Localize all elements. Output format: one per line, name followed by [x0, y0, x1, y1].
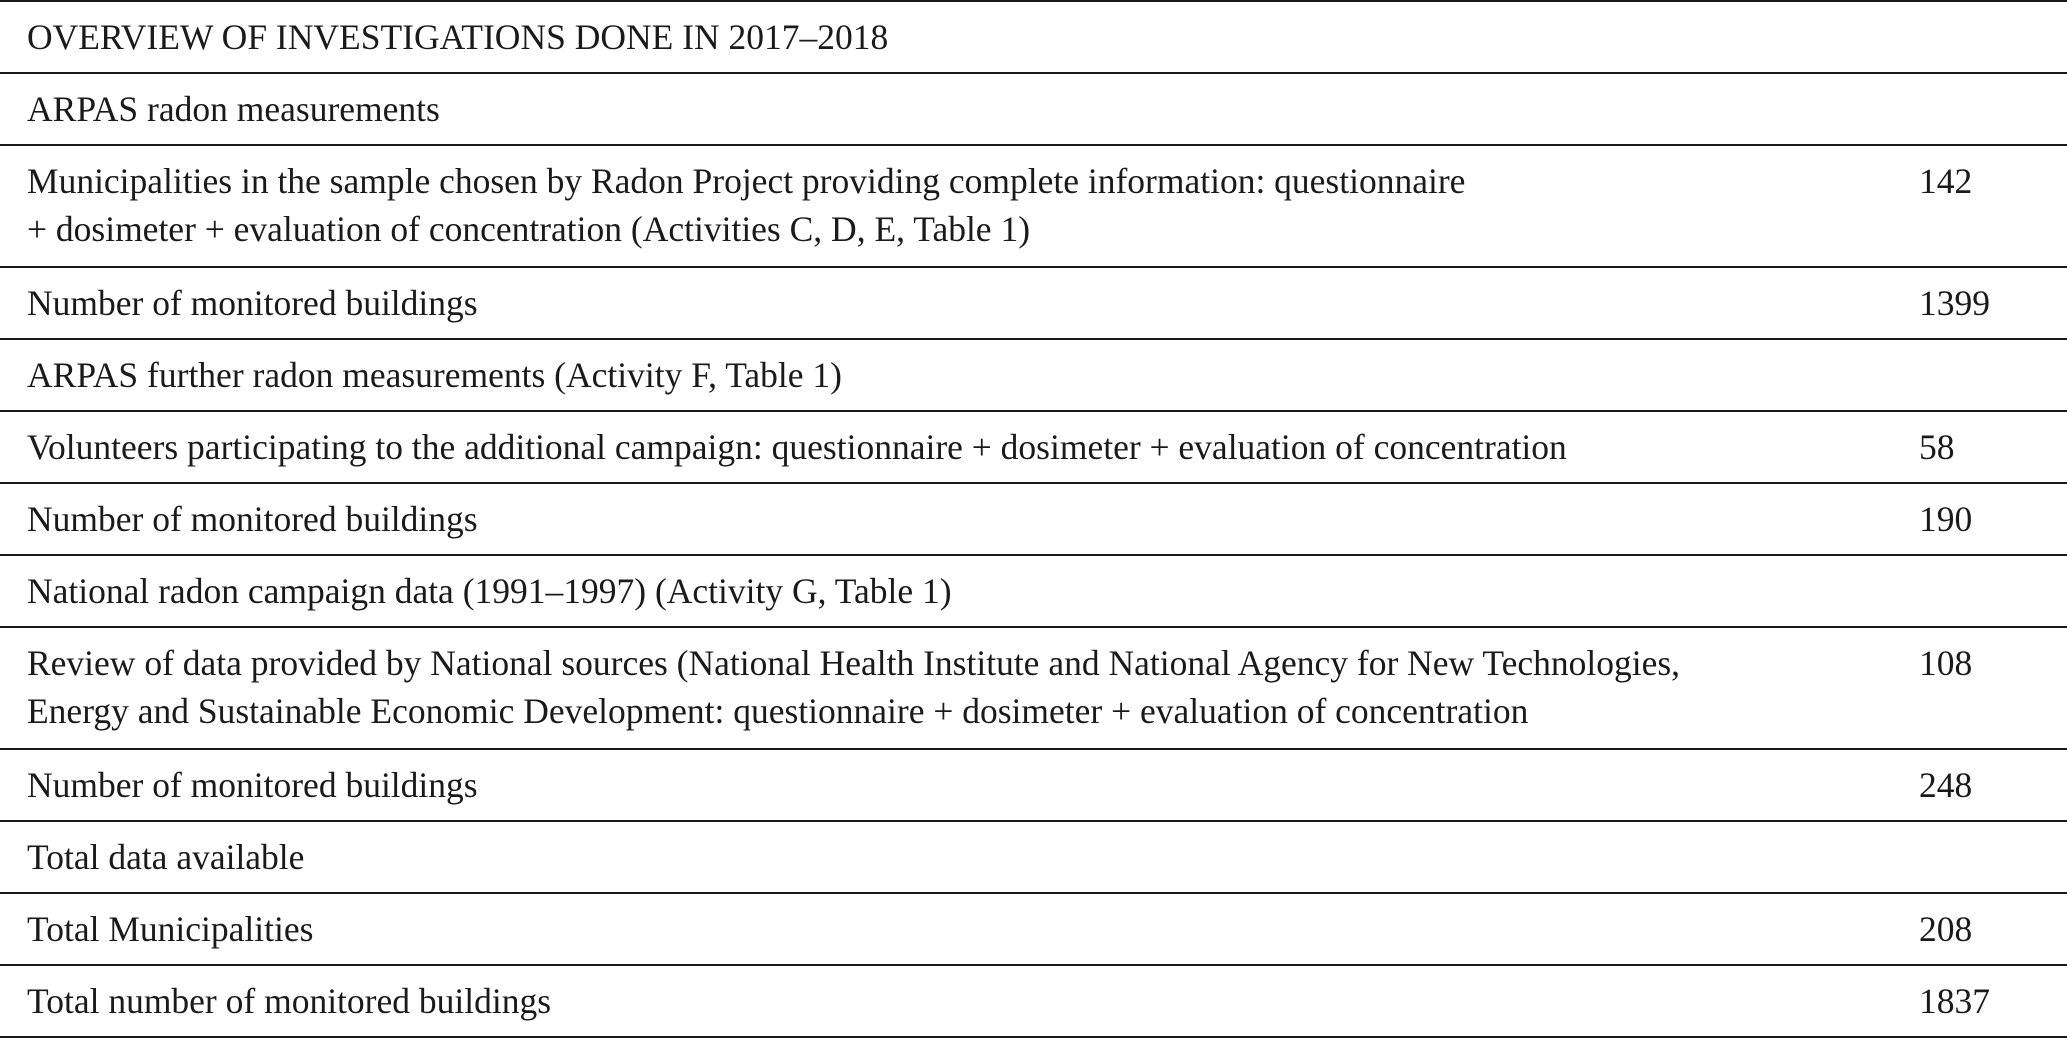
table-row	[0, 893, 2067, 965]
row-value: 248	[1919, 749, 2067, 821]
table-section-row	[0, 339, 2067, 411]
row-label	[0, 145, 1919, 267]
row-value: 108	[1919, 627, 2067, 749]
row-label-line: Municipalities in the sample chosen by Radon Project providing complete information: questionnaire	[27, 161, 1466, 201]
row-value: 190	[1919, 483, 2067, 555]
row-value: 58	[1919, 411, 2067, 483]
table-row	[0, 145, 2067, 267]
section-label: Total data available	[0, 821, 1919, 893]
table-section-row	[0, 821, 2067, 893]
row-value	[1919, 339, 2067, 411]
row-label: Total Municipalities	[0, 893, 1919, 965]
section-label: ARPAS radon measurements	[0, 73, 1919, 145]
section-label: National radon campaign data (1991–1997) (Activity G, Table 1)	[0, 555, 1919, 627]
table-title: OVERVIEW OF INVESTIGATIONS DONE IN 2017–2018	[0, 1, 2067, 73]
row-label	[0, 627, 1919, 749]
table-title-row	[0, 1, 2067, 73]
table-row	[0, 411, 2067, 483]
table-row	[0, 627, 2067, 749]
row-label-line: Review of data provided by National sources (National Health Institute and National Agency for New Technologies,	[27, 643, 1681, 683]
table-section-row	[0, 73, 2067, 145]
table-row	[0, 965, 2067, 1037]
table-section-row	[0, 555, 2067, 627]
row-label: Volunteers participating to the additional campaign: questionnaire + dosimeter + evaluation of concentration	[0, 411, 1919, 483]
row-label-line: Energy and Sustainable Economic Development: questionnaire + dosimeter + evaluation of concentration	[27, 691, 1529, 731]
row-value: 208	[1919, 893, 2067, 965]
row-label: Number of monitored buildings	[0, 267, 1919, 339]
row-value	[1919, 821, 2067, 893]
section-label: ARPAS further radon measurements (Activity F, Table 1)	[0, 339, 1919, 411]
row-value	[1919, 73, 2067, 145]
table-row	[0, 749, 2067, 821]
row-value	[1919, 555, 2067, 627]
row-label: Number of monitored buildings	[0, 483, 1919, 555]
row-label: Number of monitored buildings	[0, 749, 1919, 821]
row-label: Total number of monitored buildings	[0, 965, 1919, 1037]
table-row	[0, 483, 2067, 555]
row-value: 1399	[1919, 267, 2067, 339]
table-row	[0, 267, 2067, 339]
row-value: 1837	[1919, 965, 2067, 1037]
row-value: 142	[1919, 145, 2067, 267]
row-label-line: + dosimeter + evaluation of concentration (Activities C, D, E, Table 1)	[27, 209, 1031, 249]
